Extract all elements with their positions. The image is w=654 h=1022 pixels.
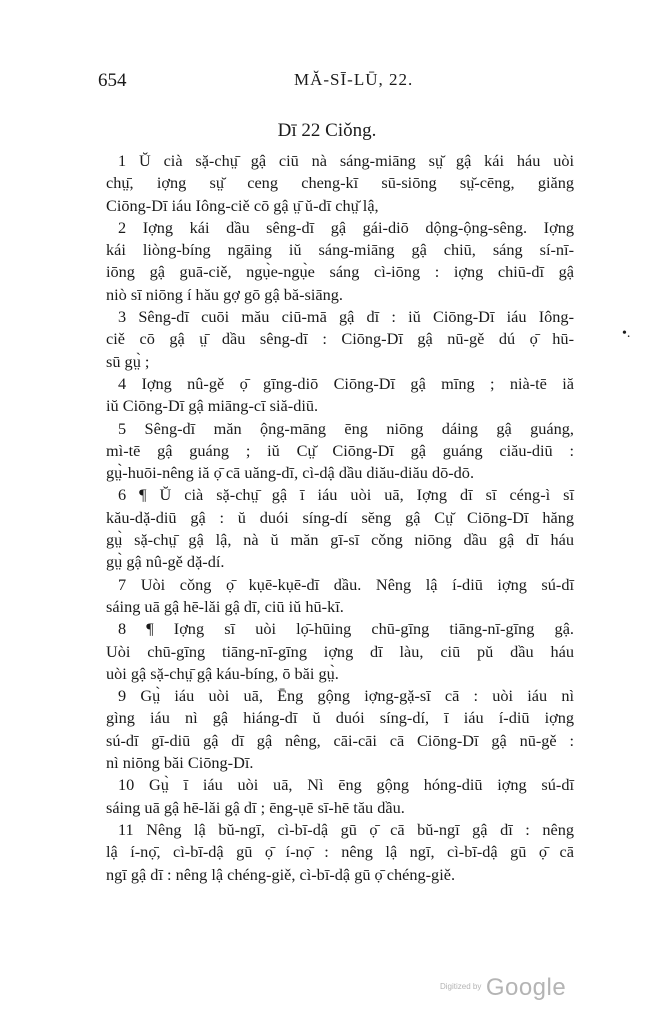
verse-11 (106, 819, 574, 886)
verse-line: sū gṳ̀ ; (106, 351, 150, 371)
verse-10 (106, 774, 574, 819)
verse-4 (106, 373, 574, 418)
verse-line: 5 Sêng-dī măn ộng-māng ēng niōng dáing gậ guáng, (118, 418, 574, 438)
verse-6 (106, 484, 574, 573)
verse-8 (106, 618, 574, 685)
verse-line: kái liòng-bíng ngāing iŭ sáng-miāng gậ chiū, sáng sí-nī- (106, 240, 574, 260)
verse-line: gìng iáu nì gậ hiáng-dī ŭ duói síng-dí, ī iáu í-diū iợng (106, 708, 574, 728)
verse-line: gṳ̀ gậ nû-gě dặ-dí. (106, 552, 225, 572)
verse-line: 9 Gṳ̀ iáu uòi uā, Ēng gộng iợng-gặ-sī cā : uòi iáu nì (118, 686, 574, 706)
page-header (98, 70, 568, 96)
verse-9 (106, 685, 574, 774)
verse-1 (106, 150, 574, 217)
verse-line: gṳ̀-huōi-nêng iă ọ̄ cā uăng-dī, cì-dậ dầu diău-diău dō-dō. (106, 463, 475, 483)
verse-line: 4 Iợng nû-gě ọ̄ gīng-diō Ciōng-Dī gậ mīng ; nià-tē iă (118, 373, 574, 393)
verse-line: iōng gậ guā-ciě, ngụ̀e-ngụ̀e sáng cì-iōng : iợng chiū-dī gậ (106, 262, 574, 282)
watermark-logo: Google (485, 974, 567, 1001)
verse-line: 10 Gṳ̀ ī iáu uòi uā, Nì ēng gộng hóng-diū iợng sú-dī (118, 775, 574, 795)
verse-line: ngī gậ dī : nêng lậ chéng-giě, cì-bī-dậ gū ọ̄ chéng-giě. (106, 864, 456, 884)
watermark (440, 974, 566, 1002)
verse-line: 11 Nêng lậ bŭ-ngī, cì-bī-dậ gū ọ̄ cā bŭ-ngī gậ dī : nêng (118, 819, 574, 839)
verse-7 (106, 574, 574, 619)
watermark-small: Digitized by (440, 982, 482, 991)
verse-line: sú-dī gī-diū gậ dī gậ nêng, cāi-cāi cā Ciōng-Dī gậ nū-gě : (106, 730, 574, 750)
verse-line: 8 ¶ Iợng sī uòi lọ̄-hūing chū-gīng tiāng-nī-gīng gậ. (118, 619, 574, 639)
verse-line: 2 Iợng kái dầu sêng-dī gậ gái-diō dộng-ộng-sêng. Iợng (118, 217, 574, 237)
running-head: MĂ-SĪ-LŪ, 22. (294, 70, 414, 89)
verse-line: 1 Ŭ cià sặ-chṳ̄ gậ ciū nà sáng-miāng sṳ̆ gậ kái háu uòi (118, 151, 574, 170)
verse-line: chṳ̄, iợng sṳ̆ ceng cheng-kī sū-siōng sṳ̆-cēng, giăng (106, 173, 574, 193)
verse-line: nì niōng băi Ciōng-Dī. (106, 753, 254, 773)
verse-list (106, 150, 574, 886)
verse-line: iŭ Ciōng-Dī gậ miāng-cī siă-diū. (106, 396, 319, 416)
verse-line: gṳ̀ sặ-chṳ̄ gậ lậ, nà ŭ măn gī-sī cǒng niōng dầu gậ dī háu (106, 530, 574, 550)
verse-3 (106, 306, 574, 373)
verse-line: Uòi chū-gīng tiāng-nī-gīng iợng dī làu, ciū pŭ dầu háu (106, 641, 574, 661)
verse-5 (106, 418, 574, 485)
verse-line: 6 ¶ Ŭ cià sặ-chṳ̄ gậ ī iáu uòi uā, Iợng dī sī céng-ì sī (118, 485, 574, 505)
verse-line: sáing uā gậ hē-lăi gậ dī, ciū iŭ hū-kī. (106, 596, 344, 616)
chapter-title: Dī 22 Ciǒng. (277, 120, 377, 141)
verse-line: ciě cō gậ ṳ̄ dầu sêng-dī : Ciōng-Dī gậ nū-gě dú ọ̄ hū- (106, 329, 574, 349)
verse-line: lậ í-nọ̄, cì-bī-dậ gū ọ̄ í-nọ̄ : nêng lậ ngī, cì-bī-dậ gū ọ̄ cā (106, 842, 574, 862)
verse-line: mì-tē gậ guáng ; iŭ Cṳ̆ Ciōng-Dī gậ guáng ciău-diū : (106, 440, 574, 460)
stray-mark: •. (622, 326, 631, 341)
verse-line: niò sī niōng í hău gợ gō gậ bă-siāng. (106, 284, 343, 304)
verse-line: kău-dặ-diū gậ : ŭ duói síng-dí sĕng gậ Cṳ̆ Ciōng-Dī hăng (106, 507, 574, 527)
verse-line: Ciōng-Dī iáu Iông-ciě cō gậ ṳ̄ ŭ-dī chṳ̆ lậ, (106, 195, 379, 215)
verse-line: 3 Sêng-dī cuōi mău ciū-mā gậ dī : iŭ Ciōng-Dī iáu Iông- (118, 307, 574, 327)
verse-line: sáing uā gậ hē-lăi gậ dī ; ēng-ụē sī-hē tău dầu. (106, 797, 405, 817)
verse-line: uòi gậ sặ-chṳ̄ gậ káu-bíng, ō băi gṳ̀. (106, 663, 339, 683)
verse-line: 7 Uòi cǒng ọ̄ kụē-kụē-dī dầu. Nêng lậ í-diū iợng sú-dī (118, 574, 574, 594)
verse-2 (106, 217, 574, 306)
page-number: 654 (98, 70, 127, 91)
